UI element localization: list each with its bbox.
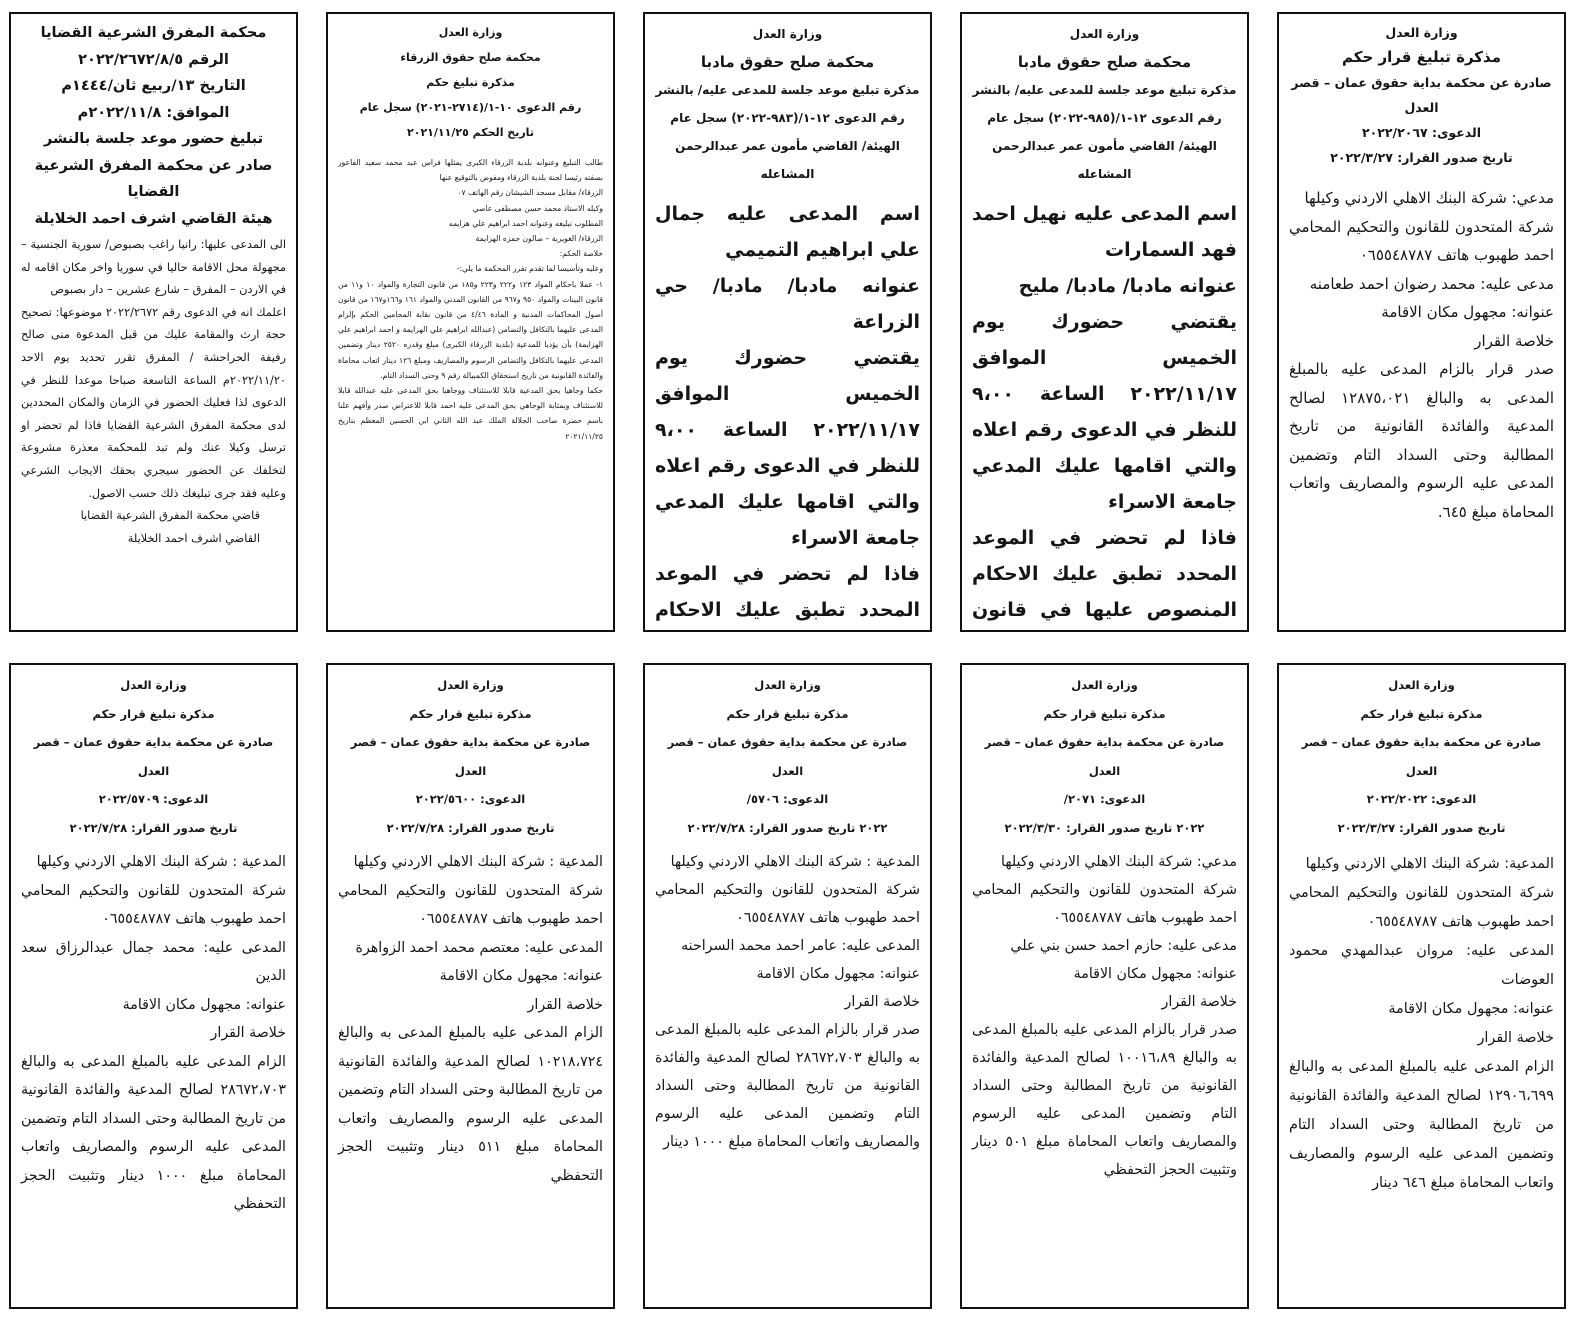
- decision-intro: وعليه وتأسيسا لما تقدم تقرر المحكمة ما يلي:-: [456, 264, 603, 274]
- notice-title: مذكرة تبليغ قرار حكم: [1341, 48, 1501, 66]
- hearing-text: يقتضي حضورك يوم الخميس الموافق ٢٠٢٢/١١/١٧ الساعة ٩،٠٠ للنظر في الدعوى رقم اعلاه والتي اقامها عليك المدعي جامعة الاسراء: [655, 347, 920, 549]
- address: عنوانه: مجهول مكان الاقامة: [1381, 303, 1554, 321]
- case-number: رقم الدعوى ١٠-١/(٢٧١٤-٢٠٢١) سجل عام: [359, 101, 582, 114]
- notice-r1c2: [326, 12, 615, 632]
- law-firm: شركة المتحدون للقانون والتحكيم المحامي احمد طهبوب هاتف ٠٦٥٥٤٨٧٨٧: [1289, 217, 1554, 264]
- requester-address: الزرقاء/ مقابل مسجد الشيشان رقم الهاتف ٠٧: [457, 188, 603, 198]
- plaintiff: المدعية : شركة البنك الاهلي الاردني وكيلها: [36, 854, 286, 870]
- case-number: رقم الدعوى ١٢-١/(٩٨٣-٢٠٢٢) سجل عام: [670, 111, 905, 125]
- defendant: المدعى عليه: مروان عبدالمهدي محمود العوضات: [1289, 943, 1554, 988]
- summary-heading: خلاصة القرار: [210, 1025, 286, 1041]
- warning-text: فاذا لم تحضر في الموعد المحدد تطبق عليك الاحكام: [655, 563, 920, 621]
- law-firm: شركة المتحدون للقانون والتحكيم المحامي احمد طهبوب هاتف ٠٦٥٥٤٨٧٨٧: [1289, 885, 1554, 930]
- summary-heading: خلاصة القرار: [1161, 994, 1237, 1010]
- notice-r2c2: [326, 663, 615, 1309]
- ministry-label: وزارة العدل: [1069, 27, 1140, 41]
- summary-text: صدر قرار بالزام المدعى عليه بالمبلغ المدعى به والبالغ ١٠٠١٦،٨٩ لصالح المدعية والفائدة القانونية من تاريخ المطالبة وحتى السداد التام وتضمين المدعى عليه الرسوم والمصاريف واتعاب المحاماة مبلغ ٥٠١ دينار وتثبيت الحجز التحفظي: [972, 1022, 1238, 1178]
- summary-heading: خلاصة الحكم:: [559, 249, 603, 259]
- notice-r2c3: [643, 663, 932, 1309]
- summary-heading: خلاصة القرار: [1477, 1030, 1554, 1046]
- court-name: محكمة صلح حقوق مادبا: [700, 53, 875, 71]
- defendant: مدعى عليه: حازم احمد حسن بني علي: [1010, 938, 1237, 954]
- address: عنوانه: مجهول مكان الاقامة: [439, 968, 603, 984]
- notice-title: مذكرة تبليغ موعد جلسة للمدعى عليه/ بالنشر: [972, 83, 1237, 97]
- summary-heading: خلاصة القرار: [1474, 331, 1554, 350]
- notice-r1c1: [9, 12, 298, 632]
- ministry-label: وزارة العدل: [120, 678, 187, 692]
- defendant: المدعى عليه: معتصم محمد احمد الزواهرة: [355, 939, 603, 956]
- notice-header: [338, 671, 603, 842]
- ministry-label: وزارة العدل: [438, 26, 503, 39]
- notice-header: [655, 671, 920, 842]
- summary-text: الزام المدعى عليه بالمبلغ المدعى به والبالغ ٢٨٦٧٢،٧٠٣ لصالح المدعية والفائدة القانونية من تاريخ المطالبة وحتى السداد التام وتضمين المدعى عليه الرسوم والمصاريف واتعاب المحاماة مبلغ ١٠٠٠ دينار وتثبيت الحجز التحفظي: [21, 1053, 286, 1212]
- ministry-label: وزارة العدل: [1388, 678, 1455, 692]
- notice-title: مذكرة تبليغ حكم: [426, 76, 515, 89]
- decision-date: تاريخ صدور القرار: ٢٠٢٢/٣/٢٧: [1330, 150, 1513, 165]
- judge-panel: الهيئة/ القاضي مأمون عمر عبدالرحمن المشاعله: [992, 139, 1217, 181]
- verdict-text: حكما وجاهيا بحق المدعية قابلا للاستئناف ووجاهيا بحق المدعى عليه عبدالله قابلا للاستئناف وبمثابة الوجاهي بحق المدعى عليه احمد قابلا للاعتراض صدر وأفهم علنا باسم حضرة صاحب الجلالة الملك عبد الله الثاني ابن الحسين المعظم بتاريخ ٢٠٢١/١١/٢٥: [338, 386, 603, 441]
- notice-title: تبليغ حضور موعد جلسة بالنشر: [43, 130, 264, 147]
- notice-title: مذكرة تبليغ قرار حكم: [726, 706, 849, 721]
- ministry-label: وزارة العدل: [754, 678, 821, 692]
- notice-r2c4: [960, 663, 1249, 1309]
- defendant: المدعى عليه: عامر احمد محمد السراحنه: [681, 938, 920, 954]
- address: عنوانه: مجهول مكان الاقامة: [1073, 966, 1237, 982]
- notice-r1c4: [960, 12, 1249, 632]
- defendant: المدعى عليه: محمد جمال عبدالرزاق سعد الدين: [21, 939, 286, 984]
- issuer: صادر عن محكمة المفرق الشرعية القضايا: [34, 156, 273, 200]
- court-name: صادرة عن محكمة بداية حقوق عمان – قصر العدل: [984, 735, 1225, 778]
- judgment-date: تاريخ الحكم ٢٠٢١/١١/٢٥: [407, 126, 534, 139]
- plaintiff: مدعي: شركة البنك الاهلي الاردني وكيلها: [1304, 189, 1554, 207]
- decision-date: ٢٠٢٢ تاريخ صدور القرار: ٢٠٢٢/٣/٣٠: [1004, 820, 1205, 835]
- court-name: صادرة عن محكمة بداية حقوق عمان – قصر العدل: [33, 735, 274, 778]
- summary-heading: خلاصة القرار: [527, 996, 603, 1013]
- notice-body: [1289, 184, 1554, 526]
- summary-text: الزام المدعى عليه بالمبلغ المدعى به والبالغ ١٠٢١٨،٧٢٤ لصالح المدعية والفائدة القانونية من تاريخ المطالبة وحتى السداد التام وتضمين المدعى عليه الرسوم والمصاريف واتعاب المحاماة مبلغ ٥١١ دينار وتثبيت الحجز التحفظي: [338, 1025, 603, 1184]
- notice-header: [972, 671, 1237, 842]
- notice-r1c5: [1277, 12, 1566, 632]
- court-name: صادرة عن محكمة بداية حقوق عمان – قصر العدل: [350, 735, 591, 778]
- hijri-date: التاريخ ١٣/ربيع ثان/١٤٤٤م: [61, 77, 246, 94]
- decision-text: ١- عملا باحكام المواد ١٢٣ و٢٢٢ و٢٢٣ و١٨٥ من قانون التجارة والمواد ١٠ و١١ من قانون البينات والمواد ٩٥٠ و٩٦٧ من القانون المدني والمواد ١٦١ و١٦٦و١٦٧ من قانون أصول المحاكمات المدنية و المادة ٤/٤٦ من قانون نقابة المحامين الحكم بإلزام المدعى عليهما بالتكافل والتضامن (عبدالله ابراهيم علي الهزايمة و احمد ابراهيم علي الهزايمة) بأن يؤديا للمدعية (بلدية الزرقاء الكبرى) مبلغ وقدره ٢٥٢٠ دينار وتضمين المدعى عليهما بالتكافل والتضامن الرسوم والمصاريف ومبلغ ١٢٦ دينار اتعاب محاماة والفائدة القانونية من تاريخ استحقاق الكمبيالة رقم ٩ وحتى السداد التام.: [338, 279, 604, 380]
- recipient: الى المدعى عليها: رانيا راغب بصبوص/ سورية الجنسية – مجهولة محل الاقامة حاليا في سوريا واخر مكان اقامه له في الاردن – المفرق – شارع عشرين – دار بصبوص: [21, 238, 286, 297]
- gregorian-date: الموافق: ٢٠٢٢/١١/٨م: [77, 103, 230, 121]
- defendant: اسم المدعى عليه جمال علي ابراهيم التميمي: [655, 203, 920, 261]
- defendant: مدعى عليه: محمد رضوان احمد طعامنه: [1309, 274, 1554, 293]
- requester: طالب التبليغ وعنوانه بلدية الزرقاء الكبرى يمثلها فراس عبد محمد سعيد الفاعور بصفته رئيسا لجنة بلدية الزرقاء ومفوض بالتوقيع عنها: [338, 158, 603, 183]
- warning-text: فاذا لم تحضر في الموعد المحدد تطبق عليك الاحكام المنصوص عليها في قانون: [972, 527, 1237, 621]
- plaintiff: المدعية : شركة البنك الاهلي الاردني وكيلها: [670, 854, 920, 870]
- notice-r2c1: [9, 663, 298, 1309]
- notice-header: [21, 671, 286, 842]
- notice-r2c5: [1277, 663, 1566, 1309]
- notice-body: [338, 155, 603, 444]
- judge-name: القاضي اشرف احمد الخلايلة: [127, 531, 260, 545]
- notice-header: [972, 20, 1237, 188]
- plaintiff: المدعية: شركة البنك الاهلي الاردني وكيلها: [1305, 856, 1554, 872]
- summary-text: صدر قرار بالزام المدعى عليه بالمبلغ المدعى به والبالغ ٢٨٦٧٢،٧٠٣ لصالح المدعية والفائدة القانونية من تاريخ المطالبة وحتى السداد التام وتضمين المدعى عليه الرسوم والمصاريف واتعاب المحاماة مبلغ ١٠٠٠ دينار: [655, 1022, 921, 1150]
- notice-body: [338, 848, 603, 1190]
- law-firm: شركة المتحدون للقانون والتحكيم المحامي احمد طهبوب هاتف ٠٦٥٥٤٨٧٨٧: [655, 882, 920, 926]
- reference-number: الرقم ٢٠٢٢/٢٦٧٢/٨/٥: [78, 50, 229, 68]
- court-name: صادرة عن محكمة بداية حقوق عمان – قصر العدل: [1301, 735, 1542, 778]
- law-firm: شركة المتحدون للقانون والتحكيم المحامي احمد طهبوب هاتف ٠٦٥٥٤٨٧٨٧: [972, 882, 1237, 926]
- address: عنوانه: مجهول مكان الاقامة: [756, 966, 920, 982]
- notice-body: [655, 848, 920, 1156]
- address: عنوانه مادبا/ مادبا/ حي الزراعة: [655, 275, 920, 333]
- plaintiff: مدعي: شركة البنك الاهلي الاردني وكيلها: [1001, 854, 1237, 870]
- notice-header: [338, 20, 603, 145]
- recipient-address: الزرقاء/ الغويرية – صالون حمزه الهزايمة: [475, 234, 603, 244]
- notice-title: مذكرة تبليغ قرار حكم: [92, 706, 215, 721]
- notice-header: [655, 20, 920, 188]
- decision-date: تاريخ صدور القرار: ٢٠٢٢/٧/٢٨: [386, 820, 555, 835]
- notice-title: مذكرة تبليغ قرار حكم: [1360, 706, 1483, 721]
- recipient: المطلوب تبليغه وعنوانه احمد ابراهيم علي هزايمه: [448, 218, 603, 228]
- law-firm: شركة المتحدون للقانون والتحكيم المحامي احمد طهبوب هاتف ٠٦٥٥٤٨٧٨٧: [21, 882, 286, 927]
- case-number: الدعوى: ٢٠٢٢/٥٦٠٠: [415, 792, 526, 806]
- case-number: الدعوى: ٢٠٢٢/٢٠٢٢: [1366, 792, 1477, 806]
- notice-body: [21, 234, 286, 550]
- hearing-text: اعلمك انه في الدعوى رقم ٢٠٢٢/٢٦٧٢ موضوعها: تصحيح حجة ارث والمقامة عليك من قبل المدعوة منى صالح رفيفة الحراحشة / المفرق تقرر تحديد يوم الاحد ٢٠٢٢/١١/٢٠م الساعة التاسعة صباحا موعدا للنظر في الدعوى لذا فعليك الحضور في الزمان والمكان المحددين لدى محكمة المفرق الشرعية القضايا فاذا لم تحضر او ترسل وكيلا عنك ولم تبد للمحكمة معذرة مشروعة لتخلفك عن الحضور سيجري بحقك الايجاب الشرعي وعليه فقد جرى تبليغك ذلك حسب الاصول.: [21, 305, 286, 500]
- notice-r1c3: [643, 12, 932, 632]
- court-name: صادرة عن محكمة بداية حقوق عمان – قصر العدل: [1291, 75, 1552, 115]
- ministry-label: وزارة العدل: [1385, 25, 1458, 40]
- address: عنوانه مادبا/ مادبا/ مليح: [1018, 275, 1237, 297]
- judge-panel: الهيئة/ القاضي مأمون عمر عبدالرحمن المشاعله: [675, 139, 900, 181]
- law-firm: شركة المتحدون للقانون والتحكيم المحامي احمد طهبوب هاتف ٠٦٥٥٤٨٧٨٧: [338, 882, 603, 927]
- case-number: الدعوى: ٢٠٢٢/٥٧٠٩: [98, 792, 209, 806]
- judge-panel: هيئة القاضي اشرف احمد الخلايلة: [34, 209, 273, 227]
- plaintiff: المدعية : شركة البنك الاهلي الاردني وكيلها: [353, 854, 603, 870]
- summary-text: الزام المدعى عليه بالمبلغ المدعى به والبالغ ١٢٩٠٦،٦٩٩ لصالح المدعية والفائدة القانونية من تاريخ المطالبة وحتى السداد التام وتضمين المدعى عليه الرسوم والمصاريف واتعاب المحاماة مبلغ ٦٤٦ دينار: [1289, 1059, 1554, 1191]
- defendant: اسم المدعى عليه نهيل احمد فهد السمارات: [972, 203, 1237, 261]
- notice-header: [1289, 671, 1554, 842]
- decision-date: تاريخ صدور القرار: ٢٠٢٢/٧/٢٨: [69, 820, 238, 835]
- case-number: الدعوى: ٢٠٧١/: [1063, 792, 1146, 806]
- judge-title: قاضي محكمة المفرق الشرعية القضايا: [80, 509, 260, 523]
- address: عنوانه: مجهول مكان الاقامة: [122, 996, 286, 1013]
- decision-date: ٢٠٢٢ تاريخ صدور القرار: ٢٠٢٢/٧/٢٨: [687, 820, 888, 835]
- notice-body: [972, 196, 1237, 632]
- attorney: وكيله الاستاذ محمد حسن مصطفى عاصي: [472, 203, 603, 213]
- court-name: محكمة صلح حقوق الزرقاء: [400, 51, 541, 64]
- address: عنوانه: مجهول مكان الاقامة: [1388, 1001, 1554, 1017]
- case-number: رقم الدعوى ١٢-١/(٩٨٥-٢٠٢٢) سجل عام: [987, 111, 1222, 125]
- notice-body: [1289, 850, 1554, 1198]
- court-name: صادرة عن محكمة بداية حقوق عمان – قصر العدل: [667, 735, 908, 778]
- notice-header: [1289, 20, 1554, 170]
- summary-text: صدر قرار بالزام المدعى عليه بالمبلغ المدعى به والبالغ ١٢٨٧٥،٠٢١ لصالح المدعية والفائدة القانونية من تاريخ المطالبة وحتى السداد التام وتضمين المدعى عليه الرسوم والمصاريف واتعاب المحاماة مبلغ ٦٤٥.: [1289, 360, 1555, 521]
- notice-title: مذكرة تبليغ قرار حكم: [1043, 706, 1166, 721]
- notice-body: [972, 848, 1237, 1184]
- summary-heading: خلاصة القرار: [844, 994, 920, 1010]
- notice-body: [21, 848, 286, 1219]
- notice-body: [655, 196, 920, 632]
- ministry-label: وزارة العدل: [437, 678, 504, 692]
- notice-title: مذكرة تبليغ موعد جلسة للمدعى عليه/ بالنشر: [655, 83, 920, 97]
- ministry-label: وزارة العدل: [752, 27, 823, 41]
- notice-title: مذكرة تبليغ قرار حكم: [409, 706, 532, 721]
- decision-date: تاريخ صدور القرار: ٢٠٢٢/٣/٢٧: [1337, 820, 1506, 835]
- court-name: محكمة المفرق الشرعية القضايا: [40, 24, 267, 41]
- case-number: الدعوى: ٥٧٠٦/: [746, 792, 829, 806]
- ministry-label: وزارة العدل: [1071, 678, 1138, 692]
- notice-header: [21, 20, 286, 232]
- case-number: الدعوى: ٢٠٢٢/٢٠٦٧: [1362, 125, 1481, 140]
- hearing-text: يقتضي حضورك يوم الخميس الموافق ٢٠٢٢/١١/١٧ الساعة ٩،٠٠ للنظر في الدعوى رقم اعلاه والتي اقامها عليك المدعي جامعة الاسراء: [972, 311, 1237, 513]
- court-name: محكمة صلح حقوق مادبا: [1017, 53, 1192, 71]
